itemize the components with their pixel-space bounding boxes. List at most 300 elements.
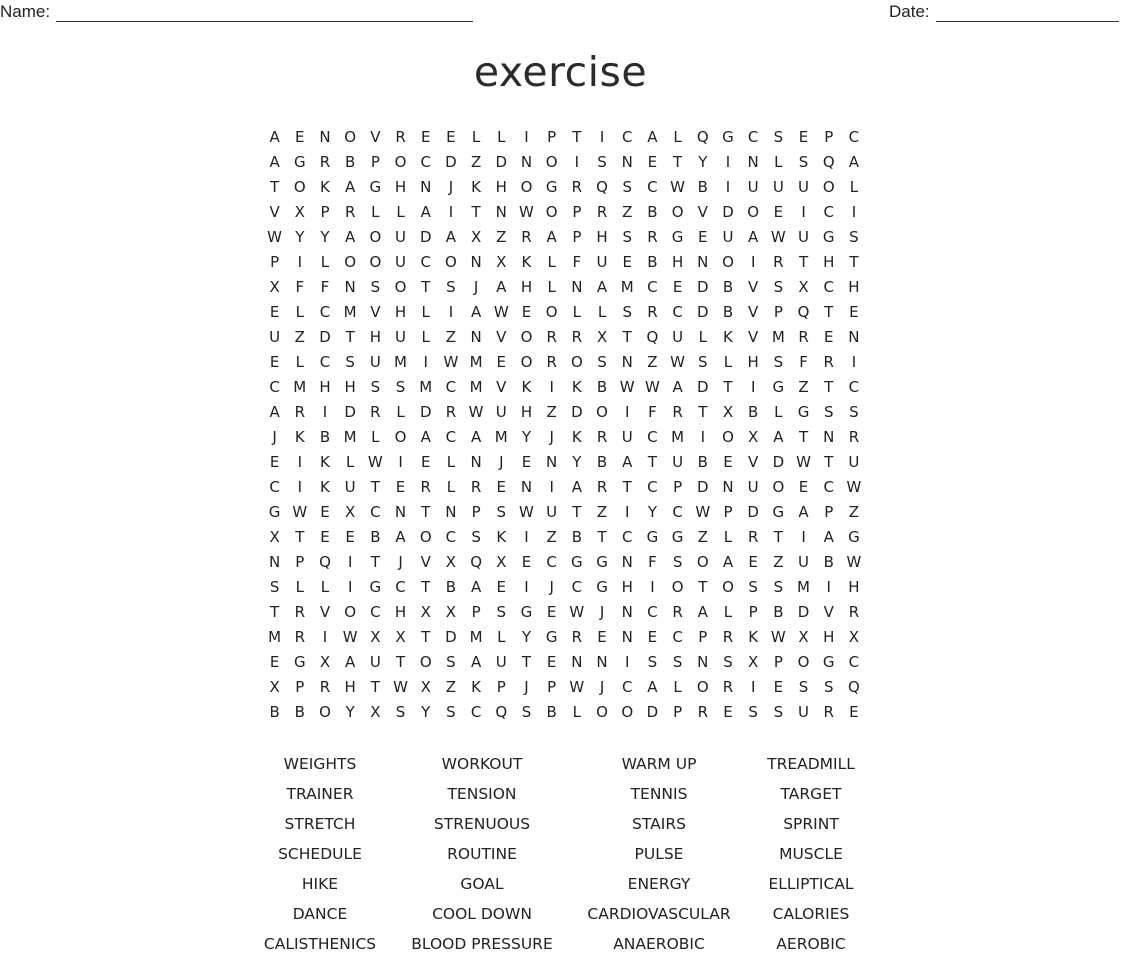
grid-letter: Z	[546, 403, 557, 421]
grid-letter: W	[468, 403, 484, 421]
grid-letter: G	[369, 578, 382, 596]
grid-letter: I	[549, 378, 554, 396]
grid-letter: N	[571, 278, 583, 296]
grid-letter: E	[672, 278, 683, 296]
word-list-item: WORKOUT	[441, 755, 523, 773]
grid-letter: E	[320, 503, 330, 521]
word-list-item: SPRINT	[783, 815, 839, 833]
grid-letter: V	[319, 603, 331, 621]
word-list-row	[0, 902, 1121, 932]
grid-letter: C	[823, 478, 834, 496]
grid-letter: P	[547, 128, 557, 146]
grid-letter: J	[524, 678, 529, 696]
grid-letter: U	[369, 353, 381, 371]
grid-letter: S	[798, 678, 809, 696]
grid-letter: U	[495, 653, 507, 671]
word-list-item: STRETCH	[284, 815, 356, 833]
grid-letter: S	[597, 153, 607, 171]
grid-letter: E	[849, 703, 859, 721]
word-list-item: STAIRS	[632, 815, 686, 833]
grid-letter: I	[826, 578, 831, 596]
grid-letter: T	[270, 603, 280, 621]
grid-letter: L	[723, 353, 733, 371]
grid-letter: M	[293, 378, 307, 396]
name-field[interactable]	[0, 2, 473, 22]
grid-letter: H	[848, 278, 860, 296]
grid-letter: D	[772, 453, 785, 471]
grid-letter: K	[471, 678, 482, 696]
grid-letter: X	[445, 553, 457, 571]
grid-letter: P	[295, 553, 305, 571]
grid-letter: C	[319, 353, 331, 371]
grid-letter: C	[420, 153, 431, 171]
grid-letter: E	[521, 303, 532, 321]
grid-letter: O	[671, 578, 684, 596]
grid-letter: Q	[848, 678, 860, 696]
grid-letter: L	[295, 353, 304, 371]
grid-letter: R	[596, 203, 608, 221]
grid-letter: O	[747, 203, 760, 221]
grid-letter: T	[345, 328, 355, 346]
grid-letter: N	[546, 453, 558, 471]
grid-letter: G	[293, 153, 306, 171]
grid-letter: Z	[470, 153, 482, 171]
grid-letter: O	[696, 553, 709, 571]
grid-letter: O	[722, 578, 734, 596]
grid-letter: O	[293, 178, 306, 196]
grid-letter: T	[421, 628, 431, 646]
grid-letter: Q	[797, 303, 810, 321]
grid-letter: F	[295, 278, 305, 296]
grid-letter: T	[798, 253, 809, 271]
grid-letter: E	[798, 128, 809, 146]
grid-letter: H	[823, 628, 835, 646]
grid-letter: X	[798, 628, 809, 646]
grid-letter: X	[370, 703, 381, 721]
grid-letter: H	[394, 303, 407, 321]
grid-letter: V	[420, 553, 431, 571]
grid-letter: C	[823, 203, 834, 221]
grid-letter: E	[269, 653, 280, 671]
grid-letter: J	[599, 603, 605, 621]
grid-letter: R	[571, 628, 583, 646]
grid-letter: M	[494, 428, 508, 446]
grid-letter: G	[571, 553, 583, 571]
grid-letter: H	[495, 178, 507, 196]
grid-letter: W	[770, 628, 786, 646]
date-field[interactable]	[889, 2, 1119, 22]
grid-letter: P	[773, 303, 783, 321]
grid-letter: U	[848, 453, 860, 471]
word-list-item: WARM UP	[621, 755, 697, 773]
grid-letter: U	[798, 228, 810, 246]
grid-letter: I	[625, 403, 630, 421]
grid-letter: A	[470, 653, 482, 671]
grid-letter: C	[319, 303, 331, 321]
grid-letter: B	[647, 253, 658, 271]
word-list-item: WEIGHTS	[283, 755, 357, 773]
grid-letter: P	[471, 503, 481, 521]
grid-letter: T	[471, 203, 481, 221]
grid-letter: S	[748, 703, 758, 721]
grid-letter: U	[798, 178, 810, 196]
grid-letter: S	[370, 278, 381, 296]
grid-letter: J	[272, 428, 277, 446]
grid-letter: A	[269, 153, 280, 171]
grid-letter: T	[421, 503, 431, 521]
grid-letter: W	[367, 453, 383, 471]
grid-letter: N	[621, 153, 633, 171]
grid-letter: U	[672, 453, 684, 471]
grid-letter: G	[545, 178, 558, 196]
grid-letter: O	[394, 153, 407, 171]
grid-letter: S	[849, 228, 859, 246]
grid-letter: B	[269, 703, 280, 721]
grid-letter: W	[846, 478, 862, 496]
grid-letter: L	[774, 153, 783, 171]
grid-row	[262, 650, 867, 675]
grid-letter: X	[319, 653, 331, 671]
grid-letter: R	[294, 403, 305, 421]
grid-letter: O	[520, 328, 533, 346]
grid-letter: O	[596, 703, 608, 721]
grid-letter: A	[345, 653, 356, 671]
word-list-item: ENERGY	[627, 875, 691, 893]
grid-letter: L	[723, 603, 733, 621]
grid-letter: M	[671, 428, 685, 446]
grid-letter: X	[722, 403, 734, 421]
grid-letter: I	[448, 203, 454, 221]
grid-letter: I	[322, 403, 328, 421]
word-list-item: TENSION	[447, 785, 517, 803]
grid-letter: G	[545, 628, 558, 646]
grid-letter: N	[621, 603, 633, 621]
word-list-item: PULSE	[634, 845, 684, 863]
grid-letter: V	[496, 378, 507, 396]
word-list-item: TARGET	[780, 785, 842, 803]
grid-row	[262, 275, 867, 300]
grid-letter: X	[395, 628, 406, 646]
grid-letter: C	[647, 603, 658, 621]
grid-letter: U	[495, 403, 507, 421]
grid-letter: A	[622, 453, 633, 471]
grid-letter: W	[393, 678, 408, 696]
grid-letter: E	[798, 478, 809, 496]
grid-letter: W	[670, 178, 686, 196]
word-list-item: CALORIES	[772, 905, 850, 923]
grid-letter: A	[773, 428, 784, 446]
grid-letter: T	[622, 328, 632, 346]
grid-letter: T	[824, 303, 834, 321]
grid-letter: U	[395, 253, 407, 271]
grid-letter: O	[419, 653, 432, 671]
grid-letter: G	[671, 228, 684, 246]
grid-letter: C	[420, 253, 431, 271]
letter-grid	[262, 125, 867, 725]
grid-letter: H	[344, 378, 356, 396]
grid-letter: O	[772, 478, 785, 496]
grid-letter: X	[496, 553, 507, 571]
grid-letter: I	[347, 553, 353, 571]
grid-letter: X	[748, 653, 759, 671]
grid-letter: D	[419, 228, 432, 246]
grid-letter: D	[697, 478, 709, 496]
grid-letter: B	[773, 603, 784, 621]
grid-letter: C	[269, 478, 280, 496]
grid-letter: C	[848, 128, 860, 146]
grid-letter: R	[848, 428, 860, 446]
grid-letter: A	[420, 203, 431, 221]
date-underline[interactable]	[936, 4, 1119, 22]
grid-letter: G	[293, 653, 306, 671]
grid-letter: P	[320, 203, 330, 221]
grid-letter: R	[798, 328, 809, 346]
grid-letter: B	[345, 153, 356, 171]
grid-letter: W	[443, 353, 459, 371]
grid-letter: I	[750, 678, 756, 696]
word-list-item: COOL DOWN	[432, 905, 532, 923]
grid-letter: C	[571, 578, 583, 596]
grid-letter: S	[496, 603, 507, 621]
grid-letter: L	[572, 703, 582, 721]
grid-letter: F	[572, 253, 582, 271]
grid-letter: Y	[698, 153, 708, 171]
grid-letter: O	[596, 403, 608, 421]
grid-letter: E	[496, 578, 507, 596]
grid-letter: O	[344, 603, 357, 621]
grid-letter: E	[420, 453, 431, 471]
grid-letter: J	[448, 178, 454, 196]
grid-letter: I	[700, 428, 705, 446]
grid-letter: A	[470, 428, 482, 446]
grid-letter: I	[599, 128, 605, 146]
grid-letter: A	[672, 378, 683, 396]
grid-letter: B	[370, 528, 381, 546]
grid-letter: T	[824, 453, 834, 471]
grid-letter: L	[295, 303, 304, 321]
grid-letter: Y	[345, 703, 355, 721]
grid-letter: X	[294, 203, 305, 221]
grid-letter: S	[269, 578, 280, 596]
grid-letter: S	[798, 153, 809, 171]
grid-letter: V	[370, 128, 381, 146]
grid-letter: L	[320, 578, 330, 596]
grid-letter: E	[849, 303, 859, 321]
grid-letter: A	[697, 603, 708, 621]
grid-row	[262, 250, 867, 275]
grid-row	[262, 450, 867, 475]
grid-letter: X	[269, 278, 280, 296]
grid-letter: S	[647, 653, 658, 671]
grid-letter: A	[445, 228, 457, 246]
grid-letter: E	[269, 453, 280, 471]
grid-letter: Z	[622, 203, 633, 221]
grid-letter: C	[621, 128, 633, 146]
grid-letter: X	[420, 603, 431, 621]
grid-letter: O	[419, 528, 432, 546]
grid-row	[262, 600, 867, 625]
grid-letter: D	[445, 153, 457, 171]
grid-letter: C	[672, 503, 683, 521]
grid-letter: R	[722, 628, 734, 646]
grid-letter: X	[596, 328, 608, 346]
grid-letter: P	[723, 503, 733, 521]
grid-letter: N	[571, 653, 583, 671]
grid-letter: L	[371, 203, 380, 221]
grid-letter: I	[625, 653, 630, 671]
grid-letter: A	[470, 303, 482, 321]
grid-letter: L	[497, 628, 506, 646]
grid-letter: V	[496, 328, 507, 346]
grid-letter: G	[520, 603, 533, 621]
grid-letter: T	[698, 403, 708, 421]
grid-letter: X	[496, 253, 507, 271]
grid-letter: S	[823, 678, 834, 696]
grid-letter: J	[473, 278, 479, 296]
grid-letter: A	[496, 278, 507, 296]
grid-letter: R	[697, 703, 708, 721]
grid-letter: N	[470, 328, 482, 346]
grid-letter: R	[370, 403, 381, 421]
grid-letter: D	[797, 603, 810, 621]
grid-letter: V	[748, 328, 759, 346]
grid-letter: S	[446, 703, 456, 721]
grid-letter: P	[673, 478, 683, 496]
grid-letter: A	[269, 403, 280, 421]
grid-letter: M	[469, 628, 483, 646]
grid-letter: U	[747, 178, 759, 196]
grid-letter: R	[747, 528, 759, 546]
grid-row	[262, 675, 867, 700]
grid-letter: O	[671, 203, 684, 221]
grid-letter: L	[421, 328, 430, 346]
grid-letter: W	[770, 228, 786, 246]
grid-letter: I	[297, 453, 302, 471]
grid-letter: R	[546, 353, 557, 371]
grid-letter: E	[295, 128, 305, 146]
grid-letter: L	[547, 278, 556, 296]
grid-letter: A	[345, 228, 356, 246]
grid-letter: T	[370, 478, 380, 496]
grid-letter: S	[395, 703, 406, 721]
grid-letter: T	[421, 278, 431, 296]
grid-letter: X	[748, 428, 759, 446]
grid-letter: W	[569, 603, 585, 621]
grid-letter: S	[748, 578, 758, 596]
grid-letter: V	[697, 203, 708, 221]
grid-letter: W	[846, 553, 862, 571]
grid-letter: Y	[572, 453, 582, 471]
grid-letter: Q	[495, 703, 508, 721]
grid-letter: G	[772, 378, 785, 396]
grid-letter: O	[545, 203, 558, 221]
grid-row	[262, 350, 867, 375]
grid-letter: S	[849, 403, 859, 421]
name-underline[interactable]	[56, 4, 473, 22]
grid-letter: U	[772, 178, 784, 196]
grid-letter: C	[546, 553, 557, 571]
grid-letter: I	[297, 253, 302, 271]
grid-letter: V	[748, 303, 759, 321]
grid-letter: S	[773, 353, 784, 371]
grid-letter: I	[448, 303, 454, 321]
word-list-item: ANAEROBIC	[613, 935, 705, 953]
grid-letter: A	[470, 578, 482, 596]
grid-letter: N	[470, 453, 482, 471]
grid-letter: K	[471, 178, 482, 196]
grid-letter: U	[395, 228, 407, 246]
grid-letter: Z	[546, 528, 557, 546]
grid-letter: W	[493, 303, 509, 321]
grid-letter: Y	[647, 503, 657, 521]
grid-letter: R	[470, 478, 482, 496]
grid-row	[262, 125, 867, 150]
word-list-item: MUSCLE	[779, 845, 843, 863]
grid-letter: O	[369, 228, 382, 246]
word-list-item: DANCE	[292, 905, 348, 923]
grid-letter: W	[519, 203, 534, 221]
grid-letter: G	[822, 228, 835, 246]
grid-letter: O	[722, 253, 734, 271]
grid-row	[262, 525, 867, 550]
grid-letter: C	[445, 378, 457, 396]
grid-letter: S	[773, 128, 784, 146]
grid-letter: T	[673, 153, 683, 171]
grid-letter: X	[345, 503, 356, 521]
grid-letter: B	[823, 553, 834, 571]
grid-letter: Y	[421, 703, 431, 721]
word-list-item: GOAL	[460, 875, 504, 893]
grid-letter: B	[596, 453, 608, 471]
grid-letter: E	[496, 478, 507, 496]
grid-letter: U	[798, 703, 810, 721]
grid-letter: U	[344, 478, 356, 496]
grid-letter: D	[697, 278, 709, 296]
grid-letter: N	[621, 553, 633, 571]
grid-letter: H	[344, 678, 356, 696]
grid-letter: O	[344, 253, 357, 271]
grid-letter: I	[297, 478, 302, 496]
grid-letter: L	[320, 253, 330, 271]
grid-letter: X	[420, 678, 431, 696]
grid-letter: U	[621, 428, 633, 446]
grid-letter: H	[823, 253, 835, 271]
grid-letter: H	[747, 353, 759, 371]
grid-letter: F	[648, 403, 657, 421]
grid-letter: E	[723, 453, 733, 471]
grid-letter: L	[572, 303, 582, 321]
grid-letter: D	[722, 203, 734, 221]
grid-letter: X	[445, 603, 457, 621]
grid-letter: O	[545, 153, 558, 171]
grid-letter: A	[420, 428, 431, 446]
grid-letter: W	[569, 678, 585, 696]
grid-letter: E	[420, 128, 431, 146]
grid-letter: X	[370, 628, 381, 646]
grid-letter: S	[471, 528, 481, 546]
grid-letter: D	[495, 153, 508, 171]
grid-letter: T	[773, 528, 783, 546]
grid-letter: R	[319, 678, 331, 696]
grid-letter: A	[722, 553, 734, 571]
grid-letter: R	[319, 153, 331, 171]
grid-letter: L	[723, 528, 733, 546]
grid-letter: G	[797, 403, 810, 421]
grid-letter: E	[521, 453, 532, 471]
grid-letter: I	[398, 453, 403, 471]
grid-letter: Z	[294, 328, 305, 346]
grid-letter: L	[396, 403, 405, 421]
